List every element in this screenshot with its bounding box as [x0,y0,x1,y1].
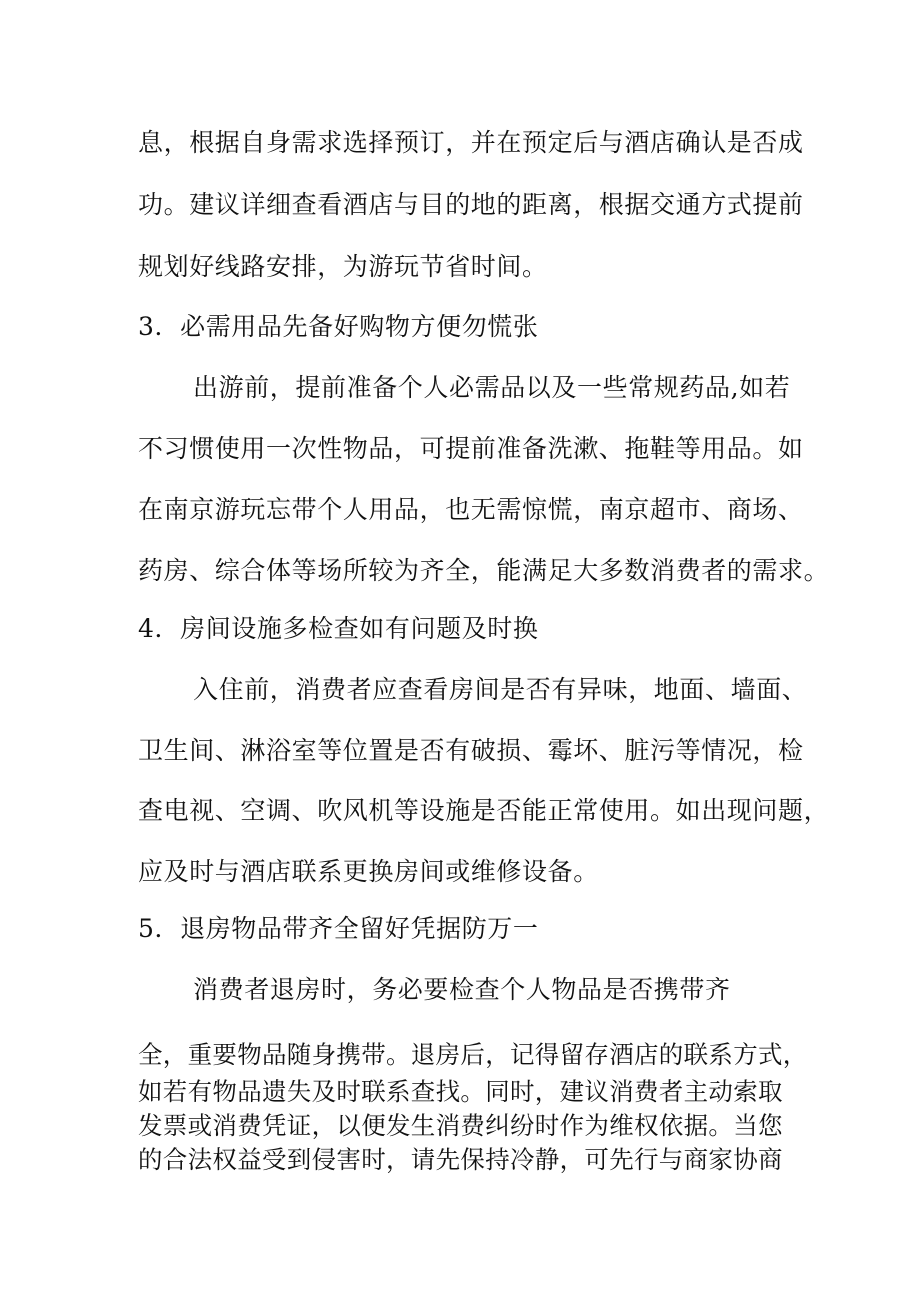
section-4-line-1: 入住前，消费者应查看房间是否有异味，地面、墙面、 [193,675,808,704]
hotel-paragraph-line-3: 规划好线路安排，为游玩节省时间。 [138,252,548,281]
section-4-heading: 4．房间设施多检查如有问题及时换 [138,614,539,643]
section-5-line-1: 消费者退房时，务必要检查个人物品是否携带齐 [193,975,731,1004]
section-3-line-3: 在南京游玩忘带个人用品，也无需惊慌，南京超市、商场、 [138,495,804,524]
section-5-line-4: 发票或消费凭证，以便发生消费纠纷时作为维权依据。当您 [138,1111,783,1140]
section-3-line-4: 药房、综合体等场所较为齐全，能满足大多数消费者的需求。 [138,556,830,585]
section-3-line-1: 出游前，提前准备个人必需品以及一些常规药品,如若 [193,373,791,402]
section-4-line-4: 应及时与酒店联系更换房间或维修设备。 [138,857,599,886]
section-3-line-2: 不习惯使用一次性物品，可提前准备洗漱、拖鞋等用品。如 [138,434,804,463]
section-3-heading: 3．必需用品先备好购物方便勿慌张 [138,312,539,341]
section-5-heading: 5．退房物品带齐全留好凭据防万一 [138,914,539,943]
section-5-line-3: 如若有物品遗失及时联系查找。同时，建议消费者主动索取 [138,1077,783,1106]
hotel-paragraph-line-1: 息，根据自身需求选择预订，并在预定后与酒店确认是否成 [138,128,804,157]
section-5-line-2: 全，重要物品随身携带。退房后，记得留存酒店的联系方式， [138,1040,808,1069]
section-4-line-2: 卫生间、淋浴室等位置是否有破损、霉坏、脏污等情况，检 [138,736,804,765]
section-5-line-5: 的合法权益受到侵害时，请先保持冷静，可先行与商家协商 [138,1145,783,1174]
hotel-paragraph-line-2: 功。建议详细查看酒店与目的地的距离，根据交通方式提前 [138,190,804,219]
section-4-line-3: 查电视、空调、吹风机等设施是否能正常使用。如出现问题， [138,796,830,825]
